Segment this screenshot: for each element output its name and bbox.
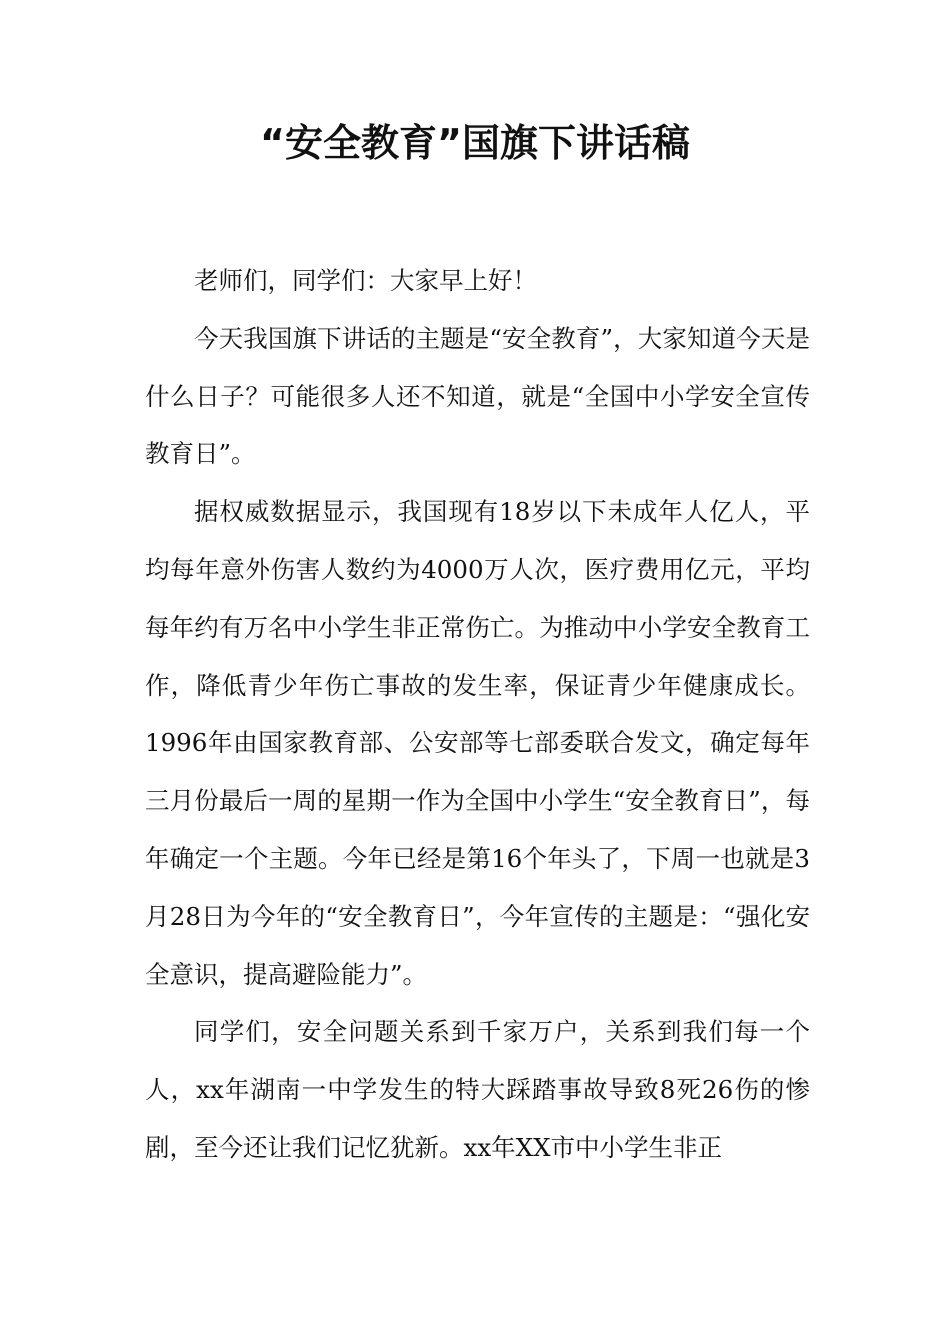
page-title: “安全教育”国旗下讲话稿 <box>260 121 690 165</box>
paragraph-greeting: 老师们，同学们：大家早上好！ <box>194 266 537 295</box>
paragraph-topic: 今天我国旗下讲话的主题是“安全教育”，大家知道今天是什么日子？可能很多人还不知道，就是“全国中小学安全宣传教育日”。 <box>145 323 810 469</box>
paragraph-statistics: 据权威数据显示，我国现有18岁以下未成年人亿人，平均每年意外伤害人数约为4000万人次，医疗费用亿元，平均每年约有万名中小学生非正常伤亡。为推动中小学安全教育工作，降低青少年伤亡事故的发生率，保证青少年健康成长。1996年由国家教育部、公安部等七部委联合发文，确定每年三月份最后一周的星期一作为全国中小学生“安全教育日”，每年确定一个主题。今年已经是第16个年头了，下周一也就是3月28日为今年的“安全教育日”，今年宣传的主题是：“强化安全意识，提高避险能力”。 <box>145 497 810 989</box>
paragraph-safety-issues: 同学们，安全问题关系到千家万户，关系到我们每一个人，xx年湖南一中学发生的特大踩踏事故导致8死26伤的惨剧，至今还让我们记忆犹新。xx年XX市中小学生非正 <box>145 1017 810 1162</box>
speech-body <box>145 252 810 1177</box>
